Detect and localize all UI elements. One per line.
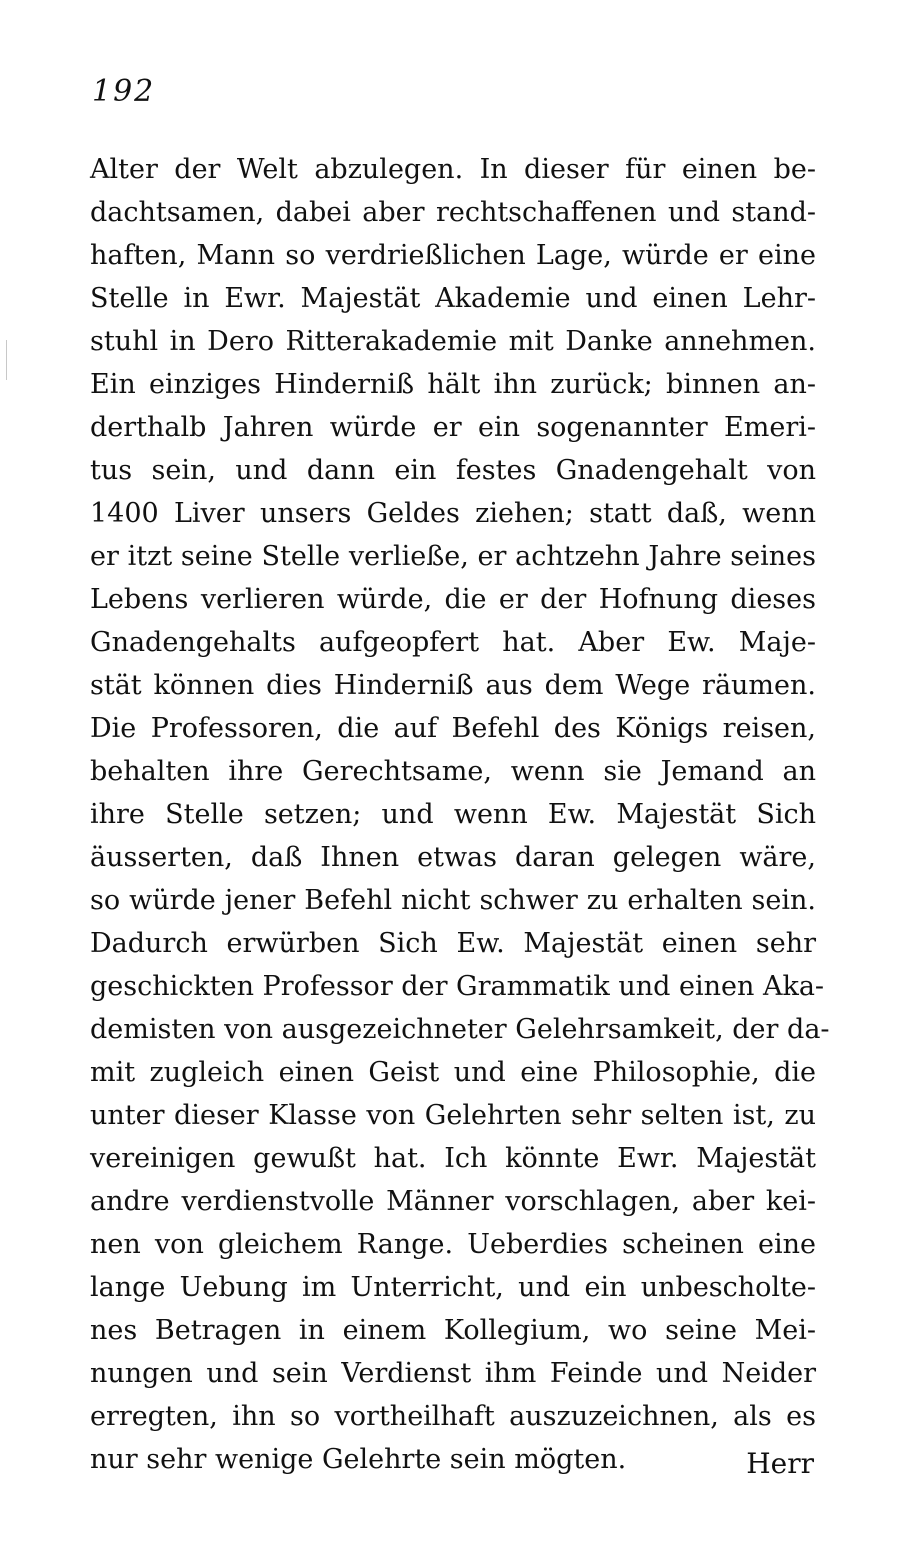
text-line: Ein einziges Hinderniß hält ihn zurück; binnen an- [90, 369, 816, 400]
text-line: nen von gleichem Range. Ueberdies scheinen eine [90, 1229, 816, 1260]
text-line: derthalb Jahren würde er ein sogenannter Emeri- [90, 412, 816, 443]
page-number: 192 [92, 74, 156, 109]
text-line: demisten von ausgezeichneter Gelehrsamkeit, der da- [90, 1014, 830, 1045]
text-line: erregten, ihn so vortheilhaft auszuzeichnen, als es [90, 1401, 816, 1432]
text-line: Die Professoren, die auf Befehl des Königs reisen, [90, 713, 816, 744]
text-line: ihre Stelle setzen; und wenn Ew. Majestät Sich [90, 799, 816, 830]
text-line: Gnadengehalts aufgeopfert hat. Aber Ew. Maje- [90, 627, 816, 658]
text-line: äusserten, daß Ihnen etwas daran gelegen wäre, [90, 842, 816, 873]
text-line: vereinigen gewußt hat. Ich könnte Ewr. Majestät [90, 1143, 816, 1174]
text-line: tus sein, und dann ein festes Gnadengehalt von [90, 455, 816, 486]
text-line: mit zugleich einen Geist und eine Philosophie, die [90, 1057, 816, 1088]
text-line: dachtsamen, dabei aber rechtschaffenen und stand- [90, 197, 816, 228]
text-line: Alter der Welt abzulegen. In dieser für einen be- [90, 154, 816, 185]
text-line: nungen und sein Verdienst ihm Feinde und Neider [90, 1358, 816, 1389]
text-line: stuhl in Dero Ritterakademie mit Danke annehmen. [90, 326, 816, 357]
text-line: andre verdienstvolle Männer vorschlagen, aber kei- [90, 1186, 816, 1217]
text-line: Dadurch erwürben Sich Ew. Majestät einen sehr [90, 928, 816, 959]
text-line: 1400 Liver unsers Geldes ziehen; statt daß, wenn [90, 498, 816, 529]
text-line: Lebens verlieren würde, die er der Hofnung dieses [90, 584, 816, 615]
text-line: stät können dies Hinderniß aus dem Wege räumen. [90, 670, 816, 701]
text-line: nes Betragen in einem Kollegium, wo seine Mei- [90, 1315, 816, 1346]
text-line: Stelle in Ewr. Majestät Akademie und einen Lehr- [90, 283, 816, 314]
text-line: unter dieser Klasse von Gelehrten sehr selten ist, zu [90, 1100, 816, 1131]
text-line: lange Uebung im Unterricht, und ein unbescholte- [90, 1272, 816, 1303]
text-line: haften, Mann so verdrießlichen Lage, würde er eine [90, 240, 816, 271]
scan-edge-mark [6, 340, 7, 380]
text-line: er itzt seine Stelle verließe, er achtzehn Jahre seines [90, 541, 816, 572]
text-line: geschickten Professor der Grammatik und einen Aka- [90, 971, 825, 1002]
text-line: so würde jener Befehl nicht schwer zu erhalten sein. [90, 885, 816, 916]
body-text [90, 148, 830, 1481]
text-line: behalten ihre Gerechtsame, wenn sie Jemand an [90, 756, 816, 787]
text-line: nur sehr wenige Gelehrte sein mögten. [90, 1444, 627, 1475]
catchword: Herr [746, 1447, 814, 1480]
